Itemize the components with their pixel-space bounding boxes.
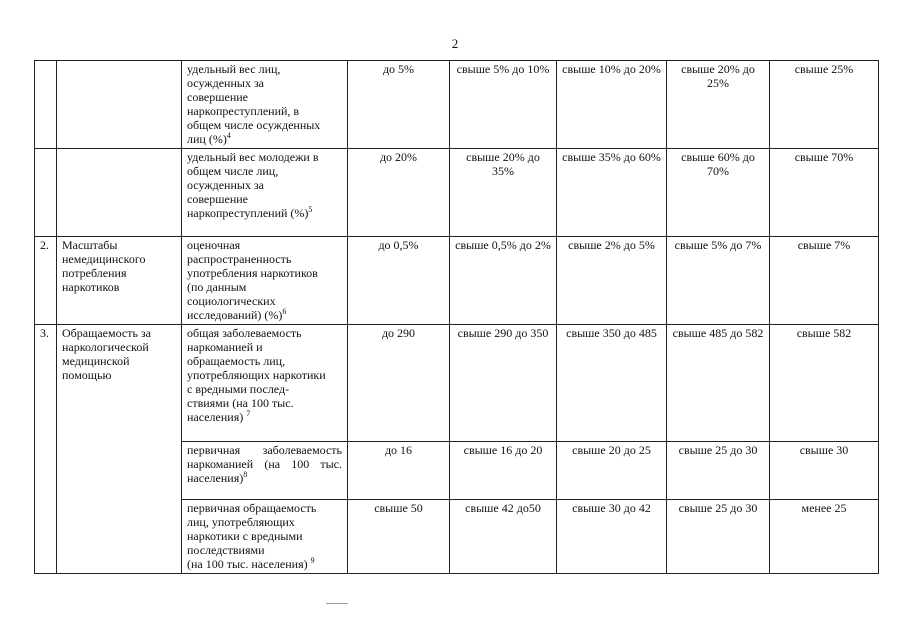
footnote-mark: 4 bbox=[226, 131, 231, 140]
value-cell: до 0,5% bbox=[348, 237, 450, 325]
value-cell: свыше 25% bbox=[770, 61, 879, 149]
table-row bbox=[35, 325, 879, 442]
value-cell: свыше 20 до 25 bbox=[557, 442, 667, 500]
indicator-cell bbox=[182, 149, 348, 237]
value-cell: менее 25 bbox=[770, 500, 879, 574]
indicator-text: первичная заболеваемость наркоманией (на 100 тыс. населения) bbox=[187, 443, 342, 485]
value-cell: свыше 485 до 582 bbox=[667, 325, 770, 442]
value-cell: свыше 5% до 7% bbox=[667, 237, 770, 325]
value-cell: свыше 2% до 5% bbox=[557, 237, 667, 325]
value-cell: свыше 70% bbox=[770, 149, 879, 237]
footnote-mark: 6 bbox=[282, 307, 287, 316]
indicator-text: удельный вес молодежи в общем числе лиц, осужденных за совершение наркопреступлений (%) bbox=[187, 150, 319, 220]
table-row bbox=[35, 149, 879, 237]
value-cell: до 290 bbox=[348, 325, 450, 442]
row-number: 3. bbox=[35, 325, 57, 574]
value-cell: свыше 20% до 25% bbox=[667, 61, 770, 149]
category-cell bbox=[57, 149, 182, 237]
value-cell: свыше 35% до 60% bbox=[557, 149, 667, 237]
value-cell: свыше 25 до 30 bbox=[667, 500, 770, 574]
indicator-text: удельный вес лиц, осужденных за совершение наркопреступлений, в общем числе осужденных лиц (%) bbox=[187, 62, 321, 146]
value-cell: свыше 30 bbox=[770, 442, 879, 500]
indicator-text: первичная обращаемость лиц, употребляющих наркотики с вредными последствиями (на 100 тыс. населения) bbox=[187, 501, 317, 571]
value-cell: свыше 350 до 485 bbox=[557, 325, 667, 442]
category-cell: Масштабы немедицинского потребления наркотиков bbox=[57, 237, 182, 325]
category-cell: Обращаемость за наркологической медицинской помощью bbox=[57, 325, 182, 574]
footnote-mark: 8 bbox=[243, 470, 248, 479]
row-number: 2. bbox=[35, 237, 57, 325]
scan-artifact-line bbox=[326, 603, 348, 604]
value-cell: свыше 290 до 350 bbox=[450, 325, 557, 442]
indicator-cell bbox=[182, 442, 348, 500]
category-cell bbox=[57, 61, 182, 149]
page-number: 2 bbox=[451, 36, 459, 51]
value-cell: до 16 bbox=[348, 442, 450, 500]
table-row bbox=[35, 237, 879, 325]
value-cell: свыше 10% до 20% bbox=[557, 61, 667, 149]
row-number bbox=[35, 149, 57, 237]
indicator-cell bbox=[182, 500, 348, 574]
value-cell: свыше 25 до 30 bbox=[667, 442, 770, 500]
indicator-text: оценочная распространенность употребления наркотиков (по данным социологических исследований) (%) bbox=[187, 238, 318, 322]
indicator-cell bbox=[182, 325, 348, 442]
indicator-cell bbox=[182, 61, 348, 149]
indicator-text: общая заболеваемость наркоманией и обращаемость лиц, употребляющих наркотики с вредными послед- ствиями (на 100 тыс. населения) bbox=[187, 326, 326, 424]
value-cell: до 20% bbox=[348, 149, 450, 237]
value-cell: до 5% bbox=[348, 61, 450, 149]
value-cell: свыше 30 до 42 bbox=[557, 500, 667, 574]
value-cell: свыше 582 bbox=[770, 325, 879, 442]
value-cell: свыше 7% bbox=[770, 237, 879, 325]
table-row bbox=[35, 61, 879, 149]
value-cell: свыше 0,5% до 2% bbox=[450, 237, 557, 325]
value-cell: свыше 5% до 10% bbox=[450, 61, 557, 149]
footnote-mark: 5 bbox=[308, 205, 313, 214]
value-cell: свыше 20% до 35% bbox=[450, 149, 557, 237]
indicator-cell bbox=[182, 237, 348, 325]
row-number bbox=[35, 61, 57, 149]
footnote-mark: 9 bbox=[310, 556, 315, 565]
value-cell: свыше 50 bbox=[348, 500, 450, 574]
table-body bbox=[35, 61, 879, 574]
value-cell: свыше 16 до 20 bbox=[450, 442, 557, 500]
footnote-mark: 7 bbox=[246, 409, 251, 418]
value-cell: свыше 42 до50 bbox=[450, 500, 557, 574]
indicators-table bbox=[34, 60, 879, 574]
value-cell: свыше 60% до 70% bbox=[667, 149, 770, 237]
